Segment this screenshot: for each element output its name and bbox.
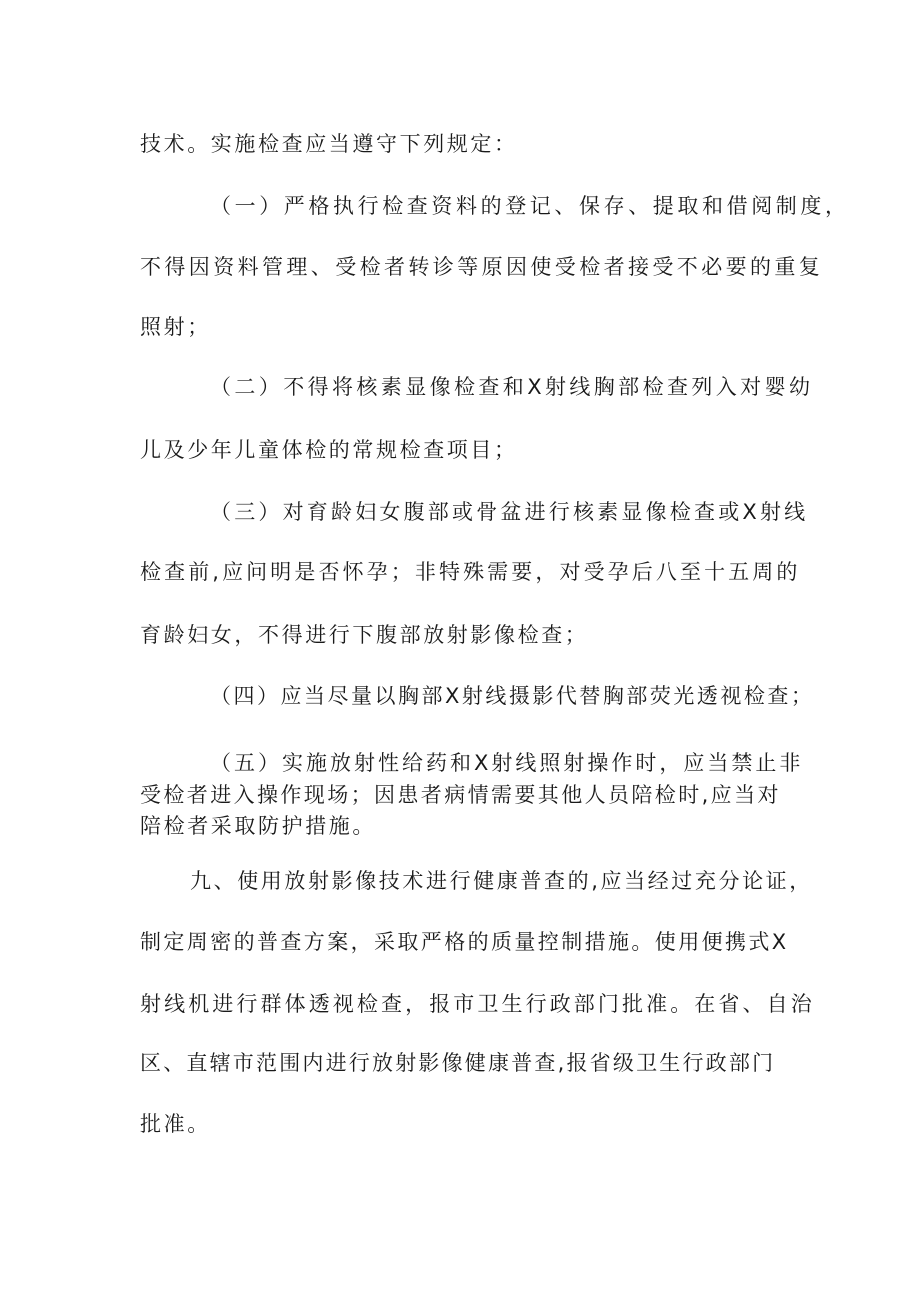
text-line-1: 技术。实施检查应当遵守下列规定： (140, 132, 518, 156)
text-line-8: 检查前,应问明是否怀孕；非特殊需要，对受孕后八至十五周的 (140, 560, 801, 584)
text-line-10: （四）应当尽量以胸部X射线摄影代替胸部荧光透视检查； (210, 684, 815, 708)
text-line-3: 不得因资料管理、受检者转诊等原因使受检者接受不必要的重复 (140, 255, 824, 279)
text-line-5: （二）不得将核素显像检查和X射线胸部检查列入对婴幼 (210, 375, 814, 399)
text-line-4: 照射； (140, 315, 211, 339)
text-line-11: （五）实施放射性给药和X射线照射操作时，应当禁止非 (210, 751, 804, 775)
text-line-12: 受检者进入操作现场；因患者病情需要其他人员陪检时,应当对 (140, 783, 781, 807)
text-line-18: 批准。 (140, 1112, 211, 1136)
text-line-13: 陪检者采取防护措施。 (140, 814, 376, 838)
text-line-6: 儿及少年儿童体检的常规检查项目； (140, 438, 518, 462)
text-line-14: 九、使用放射影像技术进行健康普查的,应当经过充分论证， (190, 869, 813, 893)
text-line-2: （一）严格执行检查资料的登记、保存、提取和借阅制度， (210, 194, 850, 218)
text-line-7: （三）对育龄妇女腹部或骨盆进行核素显像检查或X射线 (210, 500, 809, 524)
text-line-17: 区、直辖市范围内进行放射影像健康普查,报省级卫生行政部门 (140, 1051, 776, 1075)
text-line-16: 射线机进行群体透视检查，报市卫生行政部门批准。在省、自治 (140, 992, 815, 1016)
text-line-15: 制定周密的普查方案，采取严格的质量控制措施。使用便携式X (140, 930, 789, 954)
text-line-9: 育龄妇女，不得进行下腹部放射影像检查； (140, 623, 589, 647)
